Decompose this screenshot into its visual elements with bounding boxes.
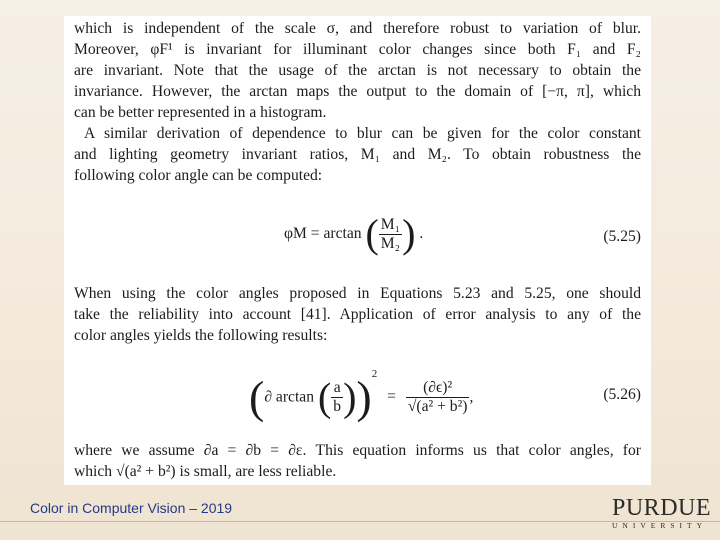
paragraph-line: which √(a² + b²) is small, are less reliable. bbox=[74, 463, 337, 480]
paragraph-line: When using the color angles proposed in Equations 5.23 and 5.25, one should bbox=[74, 285, 641, 302]
paragraph-line: can be better represented in a histogram. bbox=[74, 104, 327, 121]
paragraph-line: Moreover, φF¹ is invariant for illuminant color changes since both F₁ and F₂ bbox=[74, 41, 641, 58]
paragraph-line: where we assume ∂a = ∂b = ∂ε. This equation informs us that color angles, for bbox=[74, 442, 641, 459]
logo-wordmark: PURDUE bbox=[612, 495, 712, 521]
equation-fraction: $\frac{\text{(∂ϵ)²}}{\text{√(a² + b²)}}$ bbox=[407, 378, 468, 415]
paragraph-line: which is independent of the scale σ, and therefore robust to variation of blur. bbox=[74, 20, 641, 37]
logo-subtitle: UNIVERSITY bbox=[612, 521, 707, 530]
purdue-logo bbox=[612, 495, 712, 531]
paragraph-line: invariance. However, the arctan maps the output to the domain of [−π, π], which bbox=[74, 83, 641, 100]
footer-title: Color in Computer Vision – 2019 bbox=[30, 500, 233, 516]
paragraph-line: are invariant. Note that the usage of the arctan is not necessary to obtain the bbox=[74, 62, 641, 79]
paragraph-line: following color angle can be computed: bbox=[74, 167, 323, 184]
equation-number: (5.25) bbox=[603, 228, 641, 245]
equation-5-25: φM = arctan ( $\frac{\text{M₁}}{\text{M₂}}$ ) . (5.25) bbox=[284, 211, 641, 256]
equation-number: (5.26) bbox=[603, 386, 641, 403]
paragraph-line: color angles yields the following results: bbox=[74, 327, 328, 344]
paragraph-line: and lighting geometry invariant ratios, M₁ and M₂. To obtain robustness the bbox=[74, 146, 641, 163]
paragraph-line: A similar derivation of dependence to blur can be given for the color constant bbox=[84, 125, 641, 142]
equation-5-26: (∂ arctan ( $\frac{a}{b}$ ))$^2$ = $\frac{\text{(∂ϵ)²}}{\text{√(a² + b²)}}$ , (5.26) bbox=[249, 368, 641, 423]
paragraph-line: take the reliability into account [41]. Application of error analysis to any of the bbox=[74, 306, 641, 323]
equation-fraction: $\frac{\text{M₁}}{\text{M₂}}$ bbox=[380, 215, 401, 252]
equation-lhs: ∂ arctan bbox=[264, 388, 315, 406]
equation-inner-fraction: $\frac{a}{b}$ bbox=[333, 378, 342, 415]
textbook-page bbox=[64, 16, 651, 485]
equation-lhs: φM = arctan bbox=[284, 225, 362, 242]
